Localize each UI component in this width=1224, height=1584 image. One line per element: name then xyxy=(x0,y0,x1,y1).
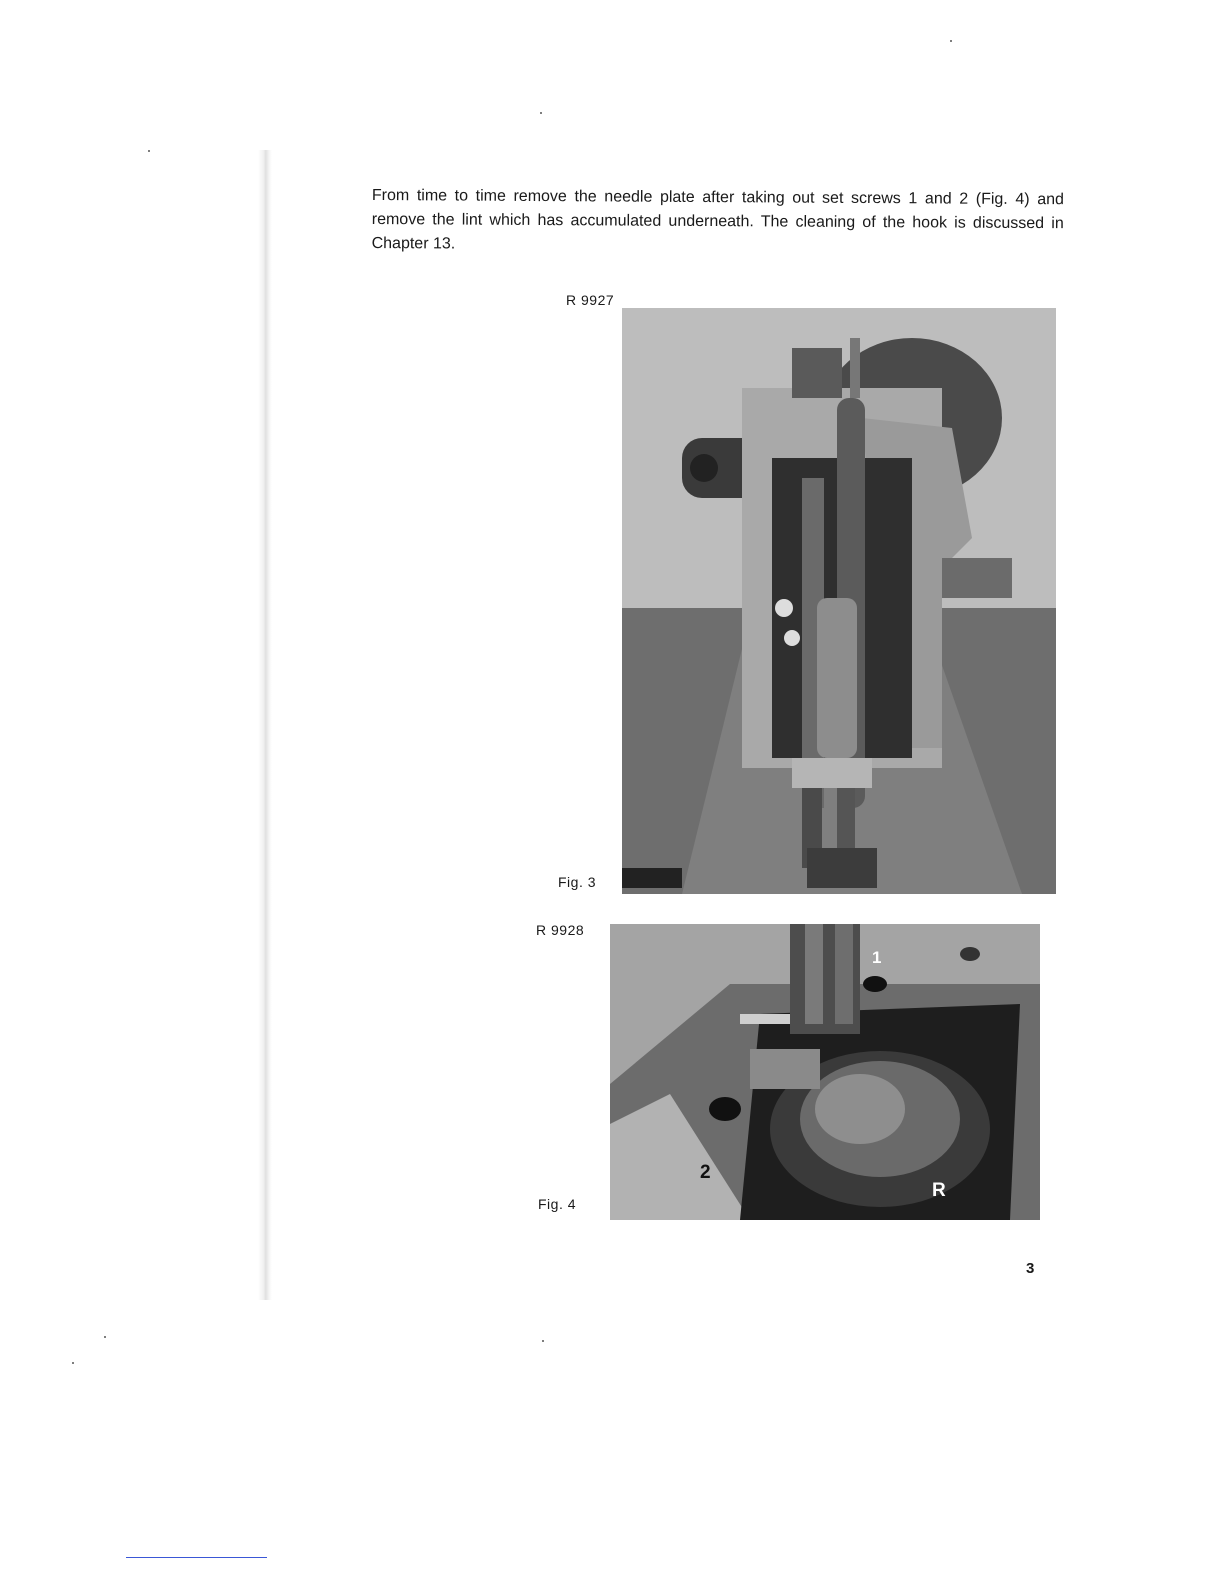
callout-r: R xyxy=(932,1180,946,1201)
page-number: 3 xyxy=(1026,1260,1035,1277)
figure-4-ref: R 9928 xyxy=(536,922,585,938)
callout-1: 1 xyxy=(872,948,882,967)
scan-speck xyxy=(148,150,150,152)
figure-4-photo xyxy=(610,924,1040,1220)
body-paragraph: From time to time remove the needle plate after taking out set screws 1 and 2 (Fig. 4) and remove the lint which has accumulated underneath. The cleaning of the hook is discussed in Chapter 13. xyxy=(371,186,1064,253)
callout-2: 2 xyxy=(700,1162,711,1183)
scan-binding-shadow xyxy=(258,150,272,1300)
scan-speck xyxy=(72,1362,74,1364)
figure-3-caption: Fig. 3 xyxy=(558,874,597,890)
figure-3-photo xyxy=(622,308,1056,894)
figure-3-ref: R 9927 xyxy=(566,292,615,308)
footer-rule xyxy=(126,1557,267,1558)
scan-speck xyxy=(104,1336,106,1338)
scan-speck xyxy=(540,112,542,114)
scan-speck xyxy=(542,1340,544,1342)
figure-4-caption: Fig. 4 xyxy=(538,1196,577,1212)
scan-speck xyxy=(950,40,952,42)
